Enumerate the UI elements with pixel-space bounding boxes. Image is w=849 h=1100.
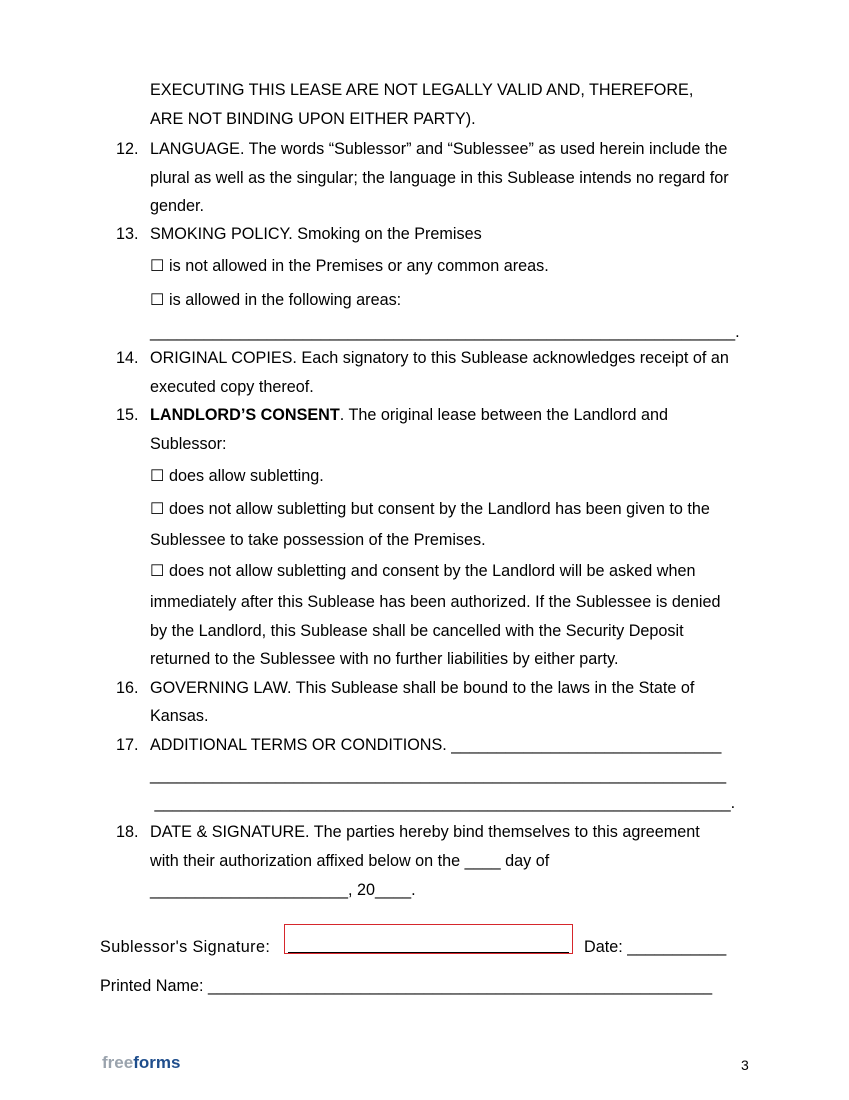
signature-date-field[interactable]: Date: ___________: [584, 938, 727, 956]
section-text: plural as well as the singular; the language in this Sublease intends no regard for: [150, 169, 729, 187]
section-text: Kansas.: [150, 707, 209, 725]
month-year-blank[interactable]: ______________________, 20____.: [150, 881, 416, 899]
page-number: 3: [741, 1057, 749, 1073]
section-number: 15.: [116, 406, 139, 424]
section-number: 13.: [116, 225, 139, 243]
section-text: by the Landlord, this Sublease shall be cancelled with the Security Deposit: [150, 622, 684, 640]
section-text: ORIGINAL COPIES. Each signatory to this Sublease acknowledges receipt of an: [150, 349, 729, 367]
section-text: Sublessee to take possession of the Premises.: [150, 531, 486, 549]
continued-text-line: EXECUTING THIS LEASE ARE NOT LEGALLY VALID AND, THEREFORE,: [150, 81, 694, 99]
section-text-rest: . The original lease between the Landlord and: [339, 406, 668, 424]
logo-forms-text: forms: [133, 1053, 181, 1072]
section-heading: LANDLORD’S CONSENT: [150, 406, 340, 424]
sublessor-signature-label: Sublessor's Signature:: [100, 938, 271, 956]
consent-asked-checkbox[interactable]: ☐ does not allow subletting and consent by the Landlord will be asked when: [150, 562, 696, 580]
section-text: gender.: [150, 197, 205, 215]
section-text: DATE & SIGNATURE. The parties hereby bind themselves to this agreement: [150, 823, 700, 841]
section-text: immediately after this Sublease has been authorized. If the Sublessee is denied: [150, 593, 721, 611]
additional-terms-blank[interactable]: ________________________________________________________________.: [150, 794, 736, 812]
smoking-not-allowed-checkbox[interactable]: ☐ is not allowed in the Premises or any common areas.: [150, 257, 549, 275]
section-text: Sublessor:: [150, 435, 227, 453]
allow-subletting-checkbox[interactable]: ☐ does allow subletting.: [150, 467, 324, 485]
additional-terms-blank[interactable]: ________________________________________________________________: [150, 766, 727, 784]
printed-name-field[interactable]: Printed Name: ________________________________________________________: [100, 977, 713, 995]
section-number: 17.: [116, 736, 139, 754]
freeforms-logo: [102, 1053, 180, 1073]
section-number: 16.: [116, 679, 139, 697]
smoking-allowed-checkbox[interactable]: ☐ is allowed in the following areas:: [150, 291, 402, 309]
consent-given-checkbox[interactable]: ☐ does not allow subletting but consent by the Landlord has been given to the: [150, 500, 710, 518]
section-number: 18.: [116, 823, 139, 841]
additional-terms-blank[interactable]: ADDITIONAL TERMS OR CONDITIONS. ______________________________: [150, 736, 722, 754]
logo-free-text: free: [102, 1053, 134, 1072]
day-blank[interactable]: with their authorization affixed below on the ____ day of: [150, 852, 550, 870]
section-number: 12.: [116, 140, 139, 158]
section-text: LANGUAGE. The words “Sublessor” and “Sublessee” as used herein include the: [150, 140, 728, 158]
smoking-areas-blank[interactable]: _________________________________________________________________.: [150, 323, 740, 341]
section-number: 14.: [116, 349, 139, 367]
section-text: GOVERNING LAW. This Sublease shall be bound to the laws in the State of: [150, 679, 695, 697]
section-text: executed copy thereof.: [150, 378, 314, 396]
sublessor-signature-field[interactable]: [284, 924, 573, 954]
section-text: [150, 405, 668, 425]
section-text: returned to the Sublessee with no further liabilities by either party.: [150, 650, 619, 668]
continued-text-line: ARE NOT BINDING UPON EITHER PARTY).: [150, 110, 476, 128]
section-text: SMOKING POLICY. Smoking on the Premises: [150, 225, 482, 243]
